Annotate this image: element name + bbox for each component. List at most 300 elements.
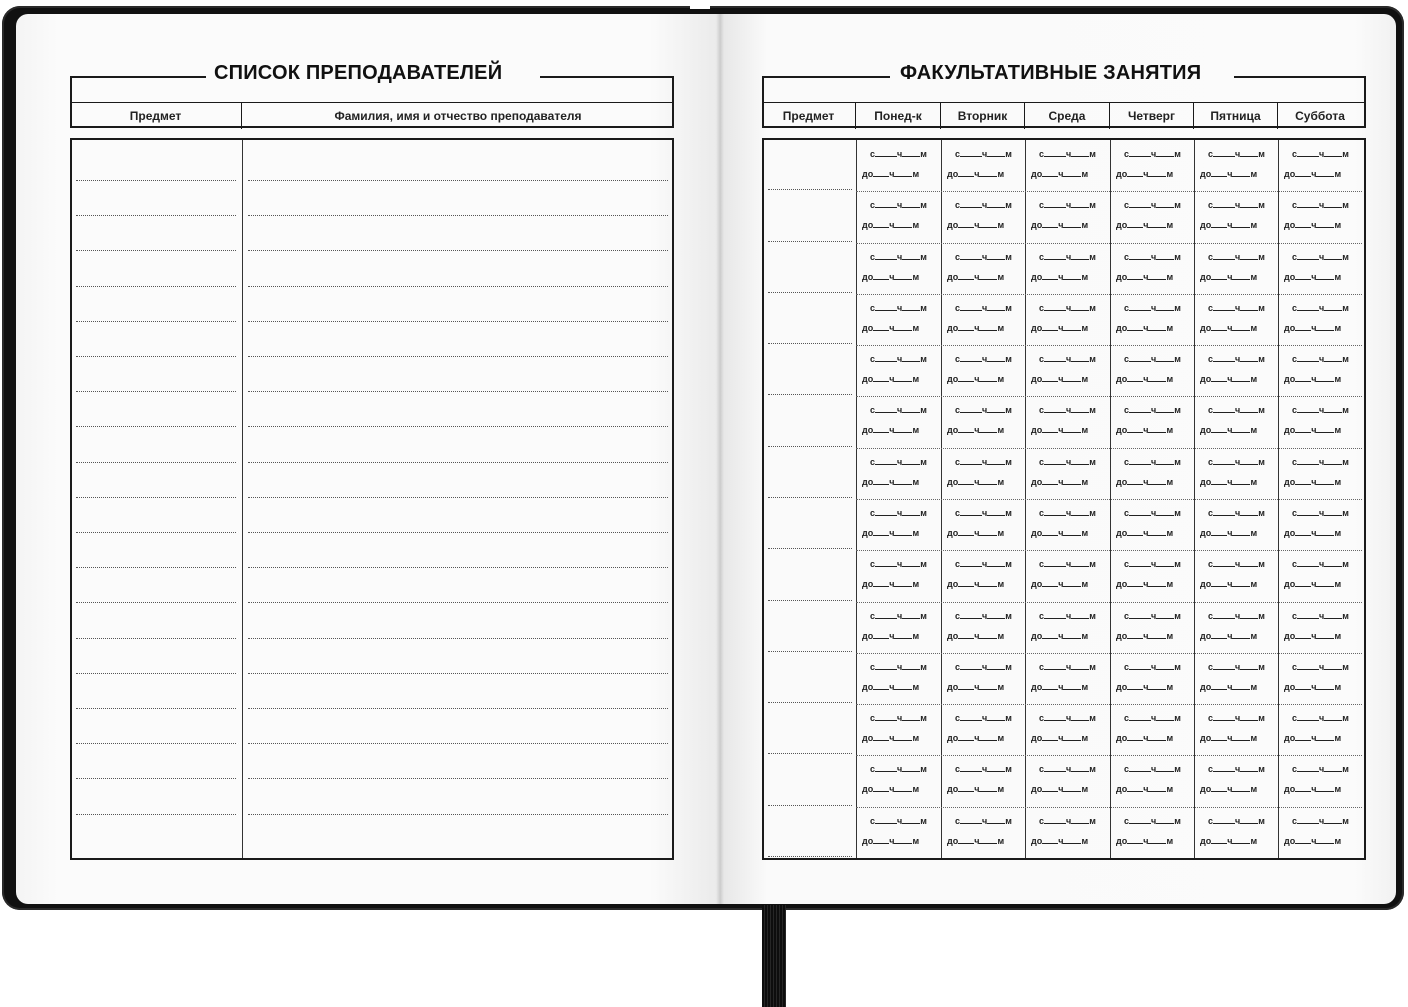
blank-hours <box>1042 733 1058 741</box>
time-to-slot <box>1284 682 1341 692</box>
slot-prefix: до <box>1284 579 1296 589</box>
blank-hours <box>1295 272 1311 280</box>
slot-minutes-unit: м <box>1166 374 1174 384</box>
blank-minutes <box>987 816 1005 824</box>
blank-minutes <box>1240 662 1258 670</box>
slot-prefix: до <box>1200 323 1212 333</box>
time-from-slot <box>1208 559 1265 569</box>
slot-minutes-unit: м <box>912 528 920 538</box>
slot-hours-unit: ч <box>1227 682 1233 692</box>
slot-minutes-unit: м <box>1081 169 1089 179</box>
blank-minutes <box>1240 508 1258 516</box>
blank-hours <box>1295 631 1311 639</box>
slot-hours-unit: ч <box>1058 425 1064 435</box>
time-to-slot <box>1116 836 1173 846</box>
slot-minutes-unit: м <box>1089 354 1096 364</box>
slot-minutes-unit: м <box>1166 272 1174 282</box>
blank-minutes <box>1324 816 1342 824</box>
slot-minutes-unit: м <box>912 220 920 230</box>
blank-minutes <box>1316 272 1334 280</box>
subject-write-line <box>76 356 236 357</box>
blank-minutes <box>1156 303 1174 311</box>
slot-prefix: с <box>1039 662 1045 672</box>
blank-minutes <box>1071 508 1089 516</box>
blank-minutes <box>902 559 920 567</box>
slot-prefix: с <box>870 457 876 467</box>
slot-minutes-unit: м <box>1334 528 1342 538</box>
slot-hours-unit: ч <box>1311 272 1317 282</box>
blank-minutes <box>1063 220 1081 228</box>
slot-minutes-unit: м <box>1342 149 1349 159</box>
time-to-slot <box>1031 169 1088 179</box>
blank-minutes <box>1316 631 1334 639</box>
slot-prefix: с <box>1124 662 1130 672</box>
slot-prefix: с <box>870 405 876 415</box>
slot-prefix: с <box>1208 662 1214 672</box>
slot-prefix: до <box>1116 682 1128 692</box>
slot-hours-unit: ч <box>982 508 988 518</box>
slot-minutes-unit: м <box>1250 733 1258 743</box>
slot-prefix: с <box>1292 457 1298 467</box>
slot-minutes-unit: м <box>1174 252 1181 262</box>
slot-prefix: до <box>1200 784 1212 794</box>
column-divider <box>242 140 243 858</box>
slot-hours-unit: ч <box>1319 457 1325 467</box>
teachers-list-header-row <box>70 102 674 129</box>
teacher-write-line <box>248 497 668 498</box>
slot-prefix: с <box>955 713 961 723</box>
slot-hours-unit: ч <box>974 733 980 743</box>
slot-hours-unit: ч <box>982 816 988 826</box>
time-to-slot <box>947 272 1004 282</box>
slot-prefix: до <box>1116 477 1128 487</box>
blank-hours <box>1297 252 1319 260</box>
slot-prefix: с <box>1292 149 1298 159</box>
time-to-slot <box>1284 220 1341 230</box>
slot-minutes-unit: м <box>1005 252 1012 262</box>
time-to-slot <box>862 220 919 230</box>
slot-prefix: до <box>1284 374 1296 384</box>
blank-minutes <box>1316 425 1334 433</box>
time-from-slot <box>870 200 927 210</box>
slot-prefix: до <box>862 220 874 230</box>
slot-minutes-unit: м <box>1081 425 1089 435</box>
slot-minutes-unit: м <box>1250 784 1258 794</box>
time-to-slot <box>1284 323 1341 333</box>
blank-hours <box>960 816 982 824</box>
slot-prefix: до <box>947 733 959 743</box>
slot-minutes-unit: м <box>1250 682 1258 692</box>
slot-minutes-unit: м <box>1334 682 1342 692</box>
slot-minutes-unit: м <box>1081 477 1089 487</box>
blank-hours <box>1295 477 1311 485</box>
blank-hours <box>1127 784 1143 792</box>
slot-hours-unit: ч <box>1319 713 1325 723</box>
slot-hours-unit: ч <box>982 611 988 621</box>
slot-hours-unit: ч <box>1143 374 1149 384</box>
blank-hours <box>1211 272 1227 280</box>
time-from-slot <box>1292 816 1349 826</box>
slot-hours-unit: ч <box>982 457 988 467</box>
slot-prefix: с <box>1208 559 1214 569</box>
slot-hours-unit: ч <box>889 169 895 179</box>
row-separator <box>856 191 1362 192</box>
slot-hours-unit: ч <box>1066 611 1072 621</box>
time-from-slot <box>870 713 927 723</box>
slot-hours-unit: ч <box>1311 220 1317 230</box>
slot-minutes-unit: м <box>1174 764 1181 774</box>
row-separator <box>856 243 1362 244</box>
slot-prefix: до <box>947 477 959 487</box>
blank-hours <box>1295 528 1311 536</box>
blank-hours <box>873 477 889 485</box>
slot-minutes-unit: м <box>1258 303 1265 313</box>
header-day-2: Вторник <box>941 103 1025 129</box>
slot-prefix: до <box>947 425 959 435</box>
blank-minutes <box>1324 713 1342 721</box>
time-to-slot <box>1200 169 1257 179</box>
slot-prefix: до <box>1116 579 1128 589</box>
time-from-slot <box>1292 303 1349 313</box>
slot-minutes-unit: м <box>1166 528 1174 538</box>
subject-write-line <box>768 189 852 190</box>
time-to-slot <box>1200 272 1257 282</box>
teacher-write-line <box>248 814 668 815</box>
blank-hours <box>1042 784 1058 792</box>
blank-minutes <box>902 354 920 362</box>
slot-minutes-unit: м <box>920 662 927 672</box>
subject-write-line <box>768 702 852 703</box>
blank-minutes <box>987 662 1005 670</box>
slot-minutes-unit: м <box>1005 405 1012 415</box>
blank-minutes <box>1156 816 1174 824</box>
blank-minutes <box>979 220 997 228</box>
time-to-slot <box>1284 733 1341 743</box>
time-from-slot <box>955 405 1012 415</box>
blank-minutes <box>1240 559 1258 567</box>
slot-hours-unit: ч <box>1143 682 1149 692</box>
blank-minutes <box>1156 354 1174 362</box>
slot-minutes-unit: м <box>912 425 920 435</box>
slot-hours-unit: ч <box>897 405 903 415</box>
slot-hours-unit: ч <box>1058 579 1064 589</box>
slot-minutes-unit: м <box>1174 200 1181 210</box>
time-from-slot <box>955 764 1012 774</box>
slot-minutes-unit: м <box>1081 528 1089 538</box>
slot-prefix: с <box>955 354 961 364</box>
slot-minutes-unit: м <box>997 682 1005 692</box>
slot-hours-unit: ч <box>974 272 980 282</box>
slot-prefix: с <box>1039 559 1045 569</box>
slot-hours-unit: ч <box>1151 508 1157 518</box>
blank-hours <box>1129 611 1151 619</box>
slot-prefix: с <box>1039 611 1045 621</box>
blank-minutes <box>979 528 997 536</box>
time-to-slot <box>1031 682 1088 692</box>
slot-minutes-unit: м <box>1089 611 1096 621</box>
blank-minutes <box>1148 477 1166 485</box>
slot-prefix: до <box>862 374 874 384</box>
slot-minutes-unit: м <box>1334 169 1342 179</box>
slot-prefix: с <box>870 252 876 262</box>
slot-minutes-unit: м <box>1089 405 1096 415</box>
time-to-slot <box>947 631 1004 641</box>
teacher-write-line <box>248 462 668 463</box>
slot-hours-unit: ч <box>1143 836 1149 846</box>
teacher-write-line <box>248 356 668 357</box>
slot-hours-unit: ч <box>1143 631 1149 641</box>
slot-prefix: до <box>1116 631 1128 641</box>
time-from-slot <box>1124 764 1181 774</box>
slot-prefix: с <box>1124 405 1130 415</box>
blank-minutes <box>902 252 920 260</box>
slot-minutes-unit: м <box>1174 508 1181 518</box>
slot-prefix: с <box>1124 508 1130 518</box>
time-to-slot <box>1200 784 1257 794</box>
slot-prefix: с <box>1292 764 1298 774</box>
blank-hours <box>1297 405 1319 413</box>
blank-minutes <box>902 200 920 208</box>
slot-minutes-unit: м <box>997 169 1005 179</box>
time-from-slot <box>955 816 1012 826</box>
subject-write-line <box>768 856 852 857</box>
slot-prefix: с <box>1292 200 1298 210</box>
slot-hours-unit: ч <box>1235 713 1241 723</box>
blank-minutes <box>894 477 912 485</box>
blank-hours <box>1213 713 1235 721</box>
slot-minutes-unit: м <box>912 169 920 179</box>
slot-minutes-unit: м <box>920 200 927 210</box>
row-separator <box>856 755 1362 756</box>
teacher-write-line <box>248 778 668 779</box>
blank-hours <box>1044 200 1066 208</box>
blank-hours <box>1211 579 1227 587</box>
slot-minutes-unit: м <box>912 733 920 743</box>
time-from-slot <box>1292 764 1349 774</box>
blank-minutes <box>894 272 912 280</box>
slot-hours-unit: ч <box>1311 528 1317 538</box>
slot-minutes-unit: м <box>1174 149 1181 159</box>
time-to-slot <box>1031 323 1088 333</box>
time-from-slot <box>870 405 927 415</box>
blank-hours <box>960 200 982 208</box>
slot-prefix: с <box>1039 149 1045 159</box>
blank-hours <box>1295 836 1311 844</box>
slot-prefix: с <box>1039 252 1045 262</box>
slot-prefix: до <box>1031 272 1043 282</box>
slot-minutes-unit: м <box>912 579 920 589</box>
slot-prefix: до <box>1200 836 1212 846</box>
slot-prefix: с <box>1039 303 1045 313</box>
slot-prefix: с <box>1208 764 1214 774</box>
blank-minutes <box>1063 425 1081 433</box>
blank-hours <box>1044 405 1066 413</box>
slot-minutes-unit: м <box>1005 354 1012 364</box>
blank-minutes <box>1148 272 1166 280</box>
blank-hours <box>1042 169 1058 177</box>
slot-hours-unit: ч <box>1311 477 1317 487</box>
slot-prefix: с <box>870 662 876 672</box>
blank-minutes <box>1324 611 1342 619</box>
time-to-slot <box>947 682 1004 692</box>
slot-prefix: с <box>1124 200 1130 210</box>
slot-prefix: до <box>1116 425 1128 435</box>
slot-prefix: до <box>1031 682 1043 692</box>
slot-hours-unit: ч <box>1235 149 1241 159</box>
blank-hours <box>1127 477 1143 485</box>
slot-minutes-unit: м <box>1258 508 1265 518</box>
blank-minutes <box>1063 323 1081 331</box>
blank-hours <box>875 559 897 567</box>
slot-hours-unit: ч <box>974 425 980 435</box>
subject-write-line <box>76 391 236 392</box>
blank-minutes <box>1232 169 1250 177</box>
slot-hours-unit: ч <box>1311 682 1317 692</box>
slot-hours-unit: ч <box>1143 733 1149 743</box>
subject-write-line <box>768 497 852 498</box>
slot-minutes-unit: м <box>1174 713 1181 723</box>
slot-minutes-unit: м <box>1258 559 1265 569</box>
slot-minutes-unit: м <box>920 252 927 262</box>
time-from-slot <box>870 559 927 569</box>
time-from-slot <box>1124 611 1181 621</box>
time-to-slot <box>1200 579 1257 589</box>
blank-minutes <box>1071 149 1089 157</box>
blank-hours <box>873 784 889 792</box>
slot-prefix: до <box>1116 733 1128 743</box>
time-from-slot <box>955 457 1012 467</box>
blank-minutes <box>1063 528 1081 536</box>
slot-prefix: до <box>1284 784 1296 794</box>
title-rule-left <box>762 76 890 78</box>
blank-minutes <box>1324 508 1342 516</box>
slot-prefix: с <box>955 303 961 313</box>
time-from-slot <box>1208 611 1265 621</box>
slot-prefix: до <box>862 169 874 179</box>
slot-hours-unit: ч <box>974 631 980 641</box>
blank-hours <box>958 272 974 280</box>
time-to-slot <box>1116 579 1173 589</box>
slot-minutes-unit: м <box>1258 764 1265 774</box>
blank-minutes <box>979 477 997 485</box>
blank-hours <box>1129 508 1151 516</box>
time-to-slot <box>1031 220 1088 230</box>
time-to-slot <box>1031 374 1088 384</box>
slot-hours-unit: ч <box>897 611 903 621</box>
blank-minutes <box>1071 200 1089 208</box>
slot-prefix: до <box>862 784 874 794</box>
blank-hours <box>960 662 982 670</box>
time-to-slot <box>1116 528 1173 538</box>
time-to-slot <box>947 733 1004 743</box>
slot-hours-unit: ч <box>897 559 903 569</box>
blank-hours <box>1042 579 1058 587</box>
slot-hours-unit: ч <box>889 579 895 589</box>
blank-hours <box>1042 374 1058 382</box>
slot-hours-unit: ч <box>1058 169 1064 179</box>
blank-minutes <box>1316 682 1334 690</box>
blank-hours <box>1295 733 1311 741</box>
slot-hours-unit: ч <box>1058 836 1064 846</box>
time-to-slot <box>862 169 919 179</box>
slot-prefix: с <box>955 252 961 262</box>
slot-hours-unit: ч <box>1311 733 1317 743</box>
blank-minutes <box>1240 611 1258 619</box>
slot-minutes-unit: м <box>920 457 927 467</box>
subject-write-line <box>76 180 236 181</box>
blank-minutes <box>1063 374 1081 382</box>
slot-hours-unit: ч <box>974 220 980 230</box>
slot-minutes-unit: м <box>1334 425 1342 435</box>
time-to-slot <box>1116 323 1173 333</box>
slot-prefix: с <box>1039 405 1045 415</box>
slot-prefix: до <box>947 374 959 384</box>
slot-minutes-unit: м <box>912 784 920 794</box>
slot-hours-unit: ч <box>982 252 988 262</box>
slot-hours-unit: ч <box>889 425 895 435</box>
time-to-slot <box>947 528 1004 538</box>
slot-hours-unit: ч <box>1151 252 1157 262</box>
blank-minutes <box>1071 457 1089 465</box>
slot-minutes-unit: м <box>920 405 927 415</box>
slot-prefix: до <box>1031 323 1043 333</box>
time-to-slot <box>1031 631 1088 641</box>
slot-prefix: до <box>1031 169 1043 179</box>
slot-prefix: до <box>947 272 959 282</box>
blank-hours <box>1297 816 1319 824</box>
blank-minutes <box>902 816 920 824</box>
slot-prefix: с <box>1208 200 1214 210</box>
blank-hours <box>1297 611 1319 619</box>
blank-minutes <box>1316 323 1334 331</box>
slot-prefix: до <box>1200 374 1212 384</box>
blank-minutes <box>1156 611 1174 619</box>
slot-prefix: до <box>1284 682 1296 692</box>
teacher-write-line <box>248 426 668 427</box>
blank-hours <box>875 508 897 516</box>
slot-minutes-unit: м <box>912 631 920 641</box>
blank-minutes <box>1148 682 1166 690</box>
slot-minutes-unit: м <box>1334 631 1342 641</box>
blank-hours <box>1211 836 1227 844</box>
slot-minutes-unit: м <box>1258 611 1265 621</box>
slot-prefix: до <box>1200 272 1212 282</box>
slot-minutes-unit: м <box>1334 323 1342 333</box>
blank-minutes <box>1240 713 1258 721</box>
slot-minutes-unit: м <box>1081 631 1089 641</box>
slot-minutes-unit: м <box>912 682 920 692</box>
time-from-slot <box>1292 149 1349 159</box>
slot-minutes-unit: м <box>912 477 920 487</box>
header-day-1: Понед-к <box>856 103 941 129</box>
teacher-write-line <box>248 567 668 568</box>
blank-hours <box>960 303 982 311</box>
blank-minutes <box>902 662 920 670</box>
blank-hours <box>1295 682 1311 690</box>
blank-minutes <box>1148 169 1166 177</box>
slot-prefix: с <box>1124 713 1130 723</box>
subject-write-line <box>76 286 236 287</box>
slot-prefix: с <box>1292 662 1298 672</box>
blank-minutes <box>1232 784 1250 792</box>
blank-minutes <box>987 405 1005 413</box>
time-from-slot <box>1124 508 1181 518</box>
blank-minutes <box>1316 220 1334 228</box>
slot-prefix: с <box>1208 405 1214 415</box>
blank-minutes <box>987 611 1005 619</box>
slot-minutes-unit: м <box>1005 559 1012 569</box>
slot-hours-unit: ч <box>1235 764 1241 774</box>
